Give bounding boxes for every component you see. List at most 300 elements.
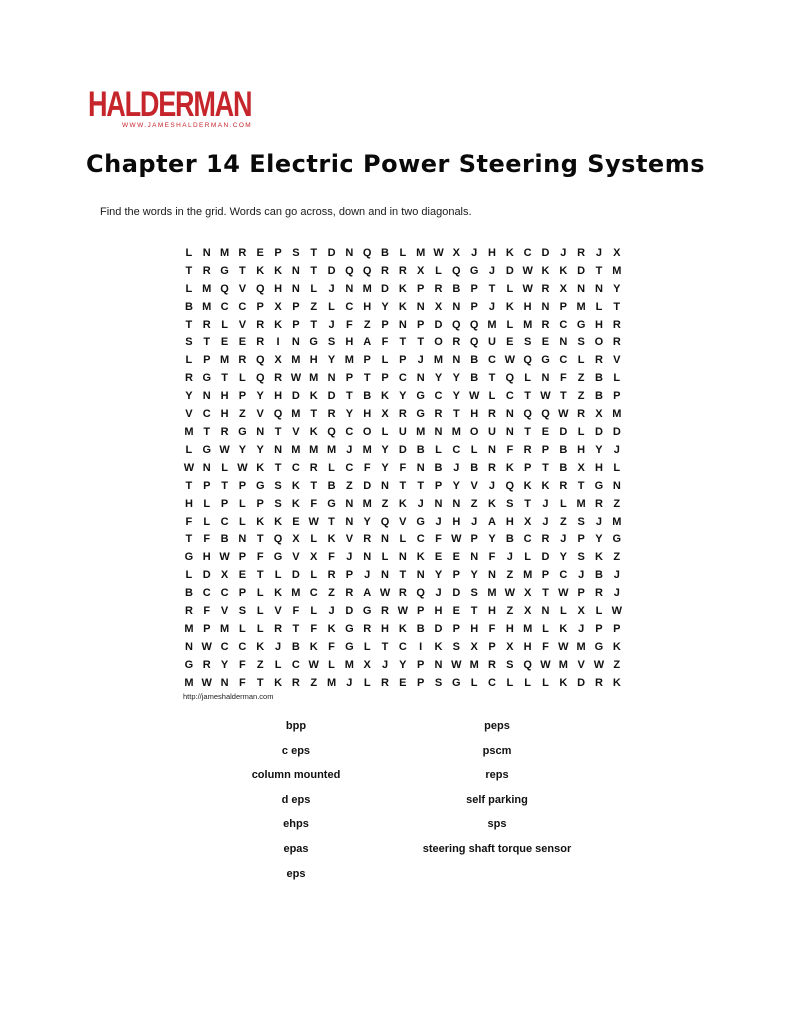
grid-cell: Y — [595, 443, 603, 456]
grid-cell: W — [558, 587, 569, 600]
grid-cell: N — [416, 300, 425, 313]
grid-cell: E — [452, 605, 460, 618]
grid-cell: R — [327, 408, 336, 421]
grid-cell: D — [541, 246, 550, 259]
grid-row — [180, 316, 626, 334]
grid-cell: T — [274, 426, 282, 439]
grid-cell: K — [256, 515, 265, 528]
grid-cell: D — [577, 676, 586, 689]
grid-cell: D — [577, 264, 586, 277]
grid-cell: N — [291, 282, 300, 295]
grid-cell: N — [470, 551, 479, 564]
grid-cell: C — [238, 640, 247, 653]
grid-cell: L — [559, 497, 567, 510]
grid-cell: V — [613, 354, 621, 367]
grid-cell: N — [434, 497, 443, 510]
grid-cell: F — [203, 605, 211, 618]
grid-cell: S — [185, 336, 193, 349]
grid-cell: Y — [327, 354, 336, 367]
grid-cell: J — [506, 551, 513, 564]
grid-cell: P — [559, 300, 567, 313]
grid-cell: L — [256, 622, 264, 635]
grid-cell: P — [470, 533, 478, 546]
grid-cell: E — [292, 515, 300, 528]
grid-cell: V — [577, 658, 585, 671]
grid-cell: Y — [238, 443, 247, 456]
word-list-item: eps — [286, 867, 306, 880]
grid-cell: P — [595, 622, 603, 635]
grid-cell: P — [256, 497, 264, 510]
grid-cell: B — [594, 372, 603, 385]
grid-cell: K — [291, 497, 300, 510]
grid-row — [180, 638, 626, 656]
grid-cell: M — [291, 354, 301, 367]
grid-cell: N — [238, 533, 247, 546]
grid-cell: G — [273, 551, 283, 564]
grid-cell: C — [523, 246, 532, 259]
grid-cell: N — [202, 390, 211, 403]
grid-cell: P — [452, 569, 460, 582]
grid-cell: Z — [310, 300, 318, 313]
grid-cell: T — [256, 676, 264, 689]
grid-cell: H — [434, 605, 443, 618]
grid-cell: G — [594, 640, 604, 653]
grid-cell: D — [434, 622, 443, 635]
grid-cell: L — [488, 390, 496, 403]
grid-cell: S — [577, 336, 585, 349]
grid-cell: X — [595, 408, 603, 421]
grid-cell: L — [221, 461, 228, 474]
word-list-left — [186, 714, 406, 886]
grid-cell: T — [310, 264, 318, 277]
grid-cell: S — [577, 551, 585, 564]
grid-cell: L — [328, 300, 335, 313]
grid-cell: F — [239, 676, 246, 689]
grid-cell: U — [398, 426, 407, 439]
grid-row — [180, 602, 626, 620]
grid-cell: K — [434, 640, 443, 653]
grid-cell: J — [542, 515, 549, 528]
grid-cell: J — [328, 282, 335, 295]
grid-cell: Z — [613, 497, 621, 510]
grid-cell: W — [558, 408, 569, 421]
grid-cell: G — [202, 443, 212, 456]
grid-cell: L — [435, 443, 442, 456]
grid-cell: F — [310, 622, 318, 635]
grid-cell: M — [344, 354, 354, 367]
word-list-item: sps — [487, 818, 507, 831]
grid-cell: C — [202, 587, 211, 600]
grid-row — [180, 262, 626, 280]
grid-row — [180, 584, 626, 602]
grid-cell: J — [542, 497, 549, 510]
grid-cell: R — [256, 318, 265, 331]
grid-cell: M — [184, 622, 194, 635]
logo-wordmark: HALDERMAN — [88, 83, 252, 124]
grid-cell: L — [524, 676, 532, 689]
grid-cell: N — [256, 426, 265, 439]
grid-cell: Y — [452, 390, 460, 403]
grid-cell: R — [184, 605, 193, 618]
grid-cell: M — [184, 676, 194, 689]
grid-cell: J — [435, 515, 442, 528]
grid-cell: C — [345, 426, 354, 439]
grid-cell: G — [576, 318, 586, 331]
grid-cell: W — [504, 587, 516, 600]
grid-cell: T — [452, 408, 460, 421]
grid-cell: T — [328, 515, 335, 528]
grid-cell: G — [255, 479, 265, 492]
grid-cell: K — [505, 246, 514, 259]
grid-cell: W — [451, 533, 462, 546]
grid-cell: K — [505, 461, 514, 474]
grid-cell: S — [238, 605, 247, 618]
grid-cell: H — [309, 354, 318, 367]
grid-cell: J — [381, 658, 389, 671]
grid-cell: K — [398, 282, 407, 295]
grid-cell: X — [523, 605, 532, 618]
grid-cell: K — [309, 640, 318, 653]
grid-cell: F — [310, 497, 318, 510]
grid-cell: T — [417, 336, 425, 349]
grid-cell: Q — [523, 354, 532, 367]
grid-row — [180, 459, 626, 477]
grid-cell: D — [381, 282, 389, 295]
grid-cell: F — [488, 622, 496, 635]
grid-cell: R — [202, 318, 211, 331]
grid-cell: D — [559, 426, 568, 439]
grid-cell: X — [523, 587, 532, 600]
grid-cell: J — [488, 300, 496, 313]
grid-cell: N — [594, 282, 603, 295]
grid-row — [180, 369, 626, 387]
grid-cell: T — [524, 497, 532, 510]
grid-cell: W — [522, 282, 533, 295]
grid-cell: F — [346, 318, 353, 331]
grid-row — [180, 334, 626, 352]
grid-cell: F — [185, 515, 193, 528]
grid-cell: D — [505, 264, 514, 277]
grid-cell: L — [559, 605, 567, 618]
grid-cell: Y — [381, 300, 389, 313]
grid-cell: C — [238, 300, 247, 313]
grid-cell: G — [202, 372, 212, 385]
grid-cell: P — [417, 605, 425, 618]
grid-cell: E — [434, 551, 443, 564]
grid-cell: D — [291, 569, 300, 582]
grid-cell: H — [202, 551, 211, 564]
grid-cell: D — [434, 318, 443, 331]
grid-cell: L — [399, 533, 407, 546]
grid-cell: Q — [452, 264, 461, 277]
grid-cell: Y — [399, 658, 407, 671]
grid-cell: N — [559, 336, 568, 349]
grid-cell: X — [559, 282, 567, 295]
grid-cell: H — [505, 515, 514, 528]
grid-cell: H — [452, 515, 461, 528]
grid-cell: C — [452, 443, 461, 456]
grid-cell: C — [559, 569, 568, 582]
grid-cell: N — [291, 336, 300, 349]
word-search-grid — [180, 244, 626, 692]
grid-cell: N — [488, 443, 496, 456]
grid-cell: M — [219, 354, 230, 367]
word-list-item: ehps — [283, 818, 309, 831]
grid-cell: F — [292, 605, 300, 618]
grid-cell: L — [185, 282, 193, 295]
grid-cell: J — [595, 515, 603, 528]
word-list-item: self parking — [466, 793, 528, 806]
grid-cell: M — [202, 300, 212, 313]
grid-cell: H — [381, 622, 389, 635]
grid-cell: D — [594, 426, 603, 439]
grid-cell: L — [185, 569, 193, 582]
grid-row — [180, 298, 626, 316]
grid-cell: C — [220, 300, 229, 313]
grid-cell: E — [220, 336, 229, 349]
grid-cell: Z — [256, 658, 264, 671]
grid-cell: Y — [399, 390, 407, 403]
grid-cell: P — [238, 479, 247, 492]
grid-cell: S — [577, 515, 585, 528]
grid-cell: Z — [239, 408, 246, 421]
grid-cell: C — [220, 640, 229, 653]
grid-cell: Y — [256, 443, 264, 456]
grid-cell: Z — [363, 318, 371, 331]
grid-cell: M — [291, 443, 301, 456]
grid-cell: M — [433, 354, 444, 367]
grid-cell: P — [238, 587, 247, 600]
grid-cell: X — [220, 569, 229, 582]
grid-cell: Q — [273, 533, 283, 546]
grid-cell: K — [416, 551, 425, 564]
grid-cell: L — [274, 569, 282, 582]
grid-cell: R — [184, 372, 193, 385]
grid-cell: R — [594, 676, 603, 689]
grid-cell: T — [292, 622, 300, 635]
grid-cell: H — [274, 282, 283, 295]
grid-cell: B — [220, 533, 229, 546]
grid-cell: L — [256, 605, 264, 618]
grid-cell: L — [542, 676, 549, 689]
word-list-item: d eps — [281, 793, 311, 806]
grid-cell: M — [309, 443, 319, 456]
grid-cell: C — [488, 676, 496, 689]
grid-cell: M — [362, 497, 372, 510]
grid-cell: R — [434, 408, 443, 421]
grid-cell: P — [274, 246, 282, 259]
grid-cell: H — [470, 408, 479, 421]
grid-cell: O — [362, 426, 372, 439]
grid-cell: X — [506, 640, 514, 653]
grid-cell: M — [219, 246, 230, 259]
grid-cell: I — [276, 336, 280, 349]
grid-cell: L — [363, 640, 371, 653]
grid-cell: L — [310, 533, 318, 546]
grid-cell: B — [416, 443, 425, 456]
grid-cell: P — [613, 622, 621, 635]
grid-cell: B — [184, 587, 193, 600]
grid-cell: N — [345, 497, 354, 510]
grid-cell: R — [345, 587, 354, 600]
grid-cell: D — [398, 443, 407, 456]
grid-cell: M — [326, 443, 337, 456]
grid-cell: B — [381, 246, 389, 259]
grid-cell: M — [612, 408, 622, 421]
grid-cell: K — [274, 264, 283, 277]
grid-cell: M — [558, 658, 568, 671]
grid-cell: T — [399, 336, 407, 349]
grid-cell: K — [256, 264, 265, 277]
grid-cell: J — [560, 533, 567, 546]
grid-cell: W — [308, 515, 319, 528]
grid-cell: E — [238, 569, 247, 582]
grid-cell: L — [613, 372, 621, 385]
grid-cell: M — [344, 658, 354, 671]
grid-cell: D — [327, 246, 336, 259]
grid-cell: J — [328, 318, 335, 331]
grid-cell: Q — [523, 658, 532, 671]
grid-cell: L — [185, 246, 193, 259]
grid-cell: F — [256, 551, 264, 564]
grid-cell: M — [523, 569, 533, 582]
grid-cell: B — [470, 461, 479, 474]
grid-cell: J — [346, 676, 353, 689]
grid-cell: R — [238, 354, 247, 367]
grid-cell: N — [363, 551, 372, 564]
grid-cell: S — [434, 676, 443, 689]
grid-cell: J — [346, 443, 353, 456]
grid-cell: M — [523, 622, 533, 635]
grid-cell: S — [523, 336, 532, 349]
grid-cell: R — [541, 318, 550, 331]
grid-cell: V — [220, 605, 229, 618]
grid-cell: X — [452, 246, 460, 259]
grid-cell: L — [381, 551, 389, 564]
grid-cell: R — [488, 658, 496, 671]
grid-cell: Z — [310, 676, 318, 689]
grid-cell: N — [452, 300, 461, 313]
grid-cell: P — [417, 658, 425, 671]
grid-cell: J — [578, 569, 585, 582]
grid-cell: L — [595, 605, 603, 618]
grid-cell: C — [559, 318, 568, 331]
grid-cell: D — [345, 605, 354, 618]
grid-cell: N — [202, 461, 211, 474]
grid-cell: P — [541, 569, 550, 582]
grid-cell: J — [435, 587, 442, 600]
grid-cell: Y — [613, 282, 621, 295]
grid-cell: T — [185, 264, 193, 277]
grid-cell: V — [292, 551, 300, 564]
grid-cell: J — [471, 515, 478, 528]
grid-cell: Y — [595, 533, 603, 546]
halderman-logo — [88, 83, 308, 129]
grid-cell: X — [381, 408, 389, 421]
grid-cell: J — [578, 622, 585, 635]
grid-row — [180, 513, 626, 531]
grid-row — [180, 495, 626, 513]
grid-cell: G — [594, 479, 604, 492]
grid-cell: P — [577, 533, 585, 546]
grid-cell: T — [470, 605, 478, 618]
grid-cell: U — [488, 336, 496, 349]
grid-cell: P — [345, 569, 354, 582]
grid-cell: Q — [362, 246, 372, 259]
grid-cell: Y — [434, 569, 443, 582]
grid-cell: L — [381, 426, 389, 439]
grid-cell: T — [346, 390, 353, 403]
grid-cell: L — [203, 515, 211, 528]
grid-cell: Q — [505, 479, 515, 492]
grid-cell: X — [274, 354, 282, 367]
grid-cell: J — [613, 443, 620, 456]
grid-cell: G — [184, 551, 194, 564]
grid-cell: K — [256, 640, 265, 653]
grid-cell: V — [238, 318, 247, 331]
grid-cell: B — [470, 354, 479, 367]
grid-cell: W — [183, 461, 195, 474]
grid-cell: B — [327, 479, 336, 492]
grid-cell: C — [398, 372, 407, 385]
grid-cell: B — [452, 282, 461, 295]
grid-cell: P — [613, 390, 621, 403]
grid-cell: Y — [381, 443, 389, 456]
grid-cell: N — [184, 640, 193, 653]
grid-cell: C — [291, 461, 300, 474]
grid-cell: M — [202, 282, 212, 295]
grid-cell: M — [309, 372, 319, 385]
grid-cell: T — [310, 408, 318, 421]
grid-cell: Q — [255, 282, 265, 295]
grid-cell: H — [184, 497, 193, 510]
grid-cell: C — [559, 354, 568, 367]
grid-cell: X — [577, 605, 585, 618]
grid-cell: R — [381, 676, 389, 689]
grid-cell: C — [488, 354, 496, 367]
grid-cell: F — [328, 551, 335, 564]
grid-cell: J — [613, 587, 620, 600]
grid-cell: G — [345, 640, 354, 653]
grid-cell: P — [256, 300, 264, 313]
grid-cell: E — [506, 336, 514, 349]
grid-cell: V — [238, 282, 247, 295]
grid-cell: F — [399, 461, 407, 474]
grid-cell: P — [203, 354, 211, 367]
grid-cell: R — [398, 587, 407, 600]
grid-cell: P — [220, 497, 229, 510]
grid-cell: Y — [256, 390, 264, 403]
grid-cell: M — [362, 282, 372, 295]
grid-cell: Y — [488, 533, 496, 546]
grid-cell: A — [363, 587, 372, 600]
grid-cell: G — [309, 336, 318, 349]
grid-cell: T — [363, 372, 371, 385]
grid-cell: G — [362, 605, 372, 618]
grid-cell: K — [559, 264, 568, 277]
grid-cell: N — [327, 372, 336, 385]
grid-cell: N — [291, 264, 300, 277]
grid-cell: G — [345, 622, 354, 635]
grid-cell: M — [576, 640, 586, 653]
grid-cell: T — [256, 533, 264, 546]
grid-cell: R — [238, 246, 247, 259]
grid-cell: L — [470, 443, 478, 456]
grid-cell: Q — [452, 318, 461, 331]
grid-cell: Q — [541, 408, 550, 421]
grid-cell: L — [310, 282, 318, 295]
grid-cell: R — [363, 533, 372, 546]
